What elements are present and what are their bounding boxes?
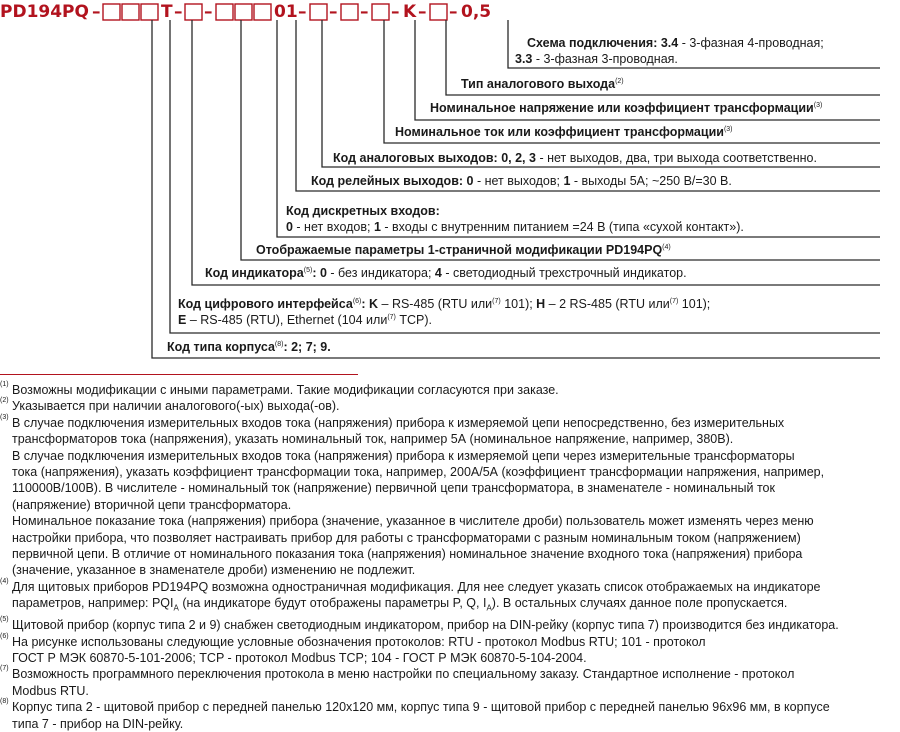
code-slot-interface [122, 4, 139, 20]
legend-case [167, 340, 331, 354]
legend-relay-0: 0 [463, 174, 474, 188]
legend-analog-type [461, 77, 624, 91]
code-slot-indicator [141, 4, 158, 20]
legend-analog-type-title: Тип аналогового выхода [461, 77, 616, 91]
code-dash: – [92, 2, 101, 22]
legend-params-title: Отображаемые параметры 1-страничной модификации PD194PQ [256, 243, 663, 257]
legend-relay-1-text: - выходы 5А; ~250 В/=30 В. [570, 174, 732, 188]
code-prefix: PD194PQ [0, 2, 89, 22]
legend-nom-voltage [430, 101, 822, 115]
legend-nom-current-ref: (3) [723, 125, 733, 133]
legend-scheme-33-val: 3.3 [515, 52, 533, 66]
footnote-3-mark: (3) [0, 413, 9, 421]
legend-iface-title: Код цифрового интерфейса [178, 297, 353, 311]
order-code [0, 2, 491, 22]
legend-params [256, 243, 671, 257]
footnote-7-line: Modbus RTU. [12, 683, 89, 698]
footnote-2-text: Указывается при наличии аналогового(-ых) выхода(-ов). [12, 399, 340, 414]
footnote-7 [0, 666, 896, 699]
code-dash: – [418, 2, 427, 22]
code-t: T [161, 2, 173, 22]
footnote-4-mark: (4) [0, 577, 9, 585]
legend-params-ref: (4) [662, 243, 671, 251]
legend-discrete-title [286, 204, 440, 218]
legend-iface-h-text: – 2 RS-485 (RTU или [545, 297, 670, 311]
footnote-3-line: 110000В/100В). В числителе - номинальный ток (напряжение) первичной цепи трансформатора, в знаменателе - номинальный ток [12, 481, 775, 496]
footnote-4 [0, 579, 896, 617]
footnote-6-mark: (6) [0, 632, 9, 640]
footnote-3-line: первичной цепи. В отличие от номинального показания тока (напряжения) номинальное значение входного тока (напряжения) прибора [12, 547, 803, 562]
footnote-3-line: Номинальное показание тока (напряжения) прибора (значение, указанное в числителе дроби) пользователь может изменять через меню [12, 514, 814, 529]
footnote-4-line: Для щитовых приборов PD194PQ возможна одностраничная модификация. Для нее следует указать список отображаемых на индикаторе [12, 579, 821, 594]
legend-iface-e: E [178, 313, 187, 327]
legend-discrete-0: 0 [286, 220, 293, 234]
footnote-4-line [12, 595, 896, 617]
footnote-4-sub: A [486, 603, 492, 613]
legend-analog-code [333, 151, 817, 165]
code-dash: – [204, 2, 213, 22]
legend-indicator-title: Код индикатора [205, 266, 304, 280]
code-dash: – [391, 2, 400, 22]
footnote-2-mark: (2) [0, 397, 9, 405]
legend-nom-voltage-title: Номинальное напряжение или коэффициент трансформации [430, 101, 814, 115]
legend-iface-k-text: – RS-485 (RTU или [378, 297, 493, 311]
legend-case-title: Код типа корпуса [167, 340, 275, 354]
legend-scheme-33-text: - 3-фазная 3-проводная. [532, 52, 678, 66]
footnote-3-line: В случае подключения измерительных входов тока (напряжения) прибора к измеряемой цепи непосредственно, без измерительных [12, 415, 785, 430]
legend-indicator-0: 0 [316, 266, 327, 280]
legend-relay [311, 174, 732, 188]
code-end: 0,5 [461, 2, 492, 22]
code-slot-case [103, 4, 120, 20]
footnote-6-line: На рисунке использованы следующие условные обозначения протоколов: RTU - протокол Modbus RTU; 101 - протокол [12, 634, 706, 649]
code-01: 01 [274, 2, 298, 22]
footnote-3-line: трансформаторов тока (напряжения), указать номинальный ток, например 5А (номинальное напряжение, например, 380В). [12, 432, 734, 447]
footnote-8-mark: (8) [0, 698, 9, 706]
code-slot-scheme [430, 4, 447, 20]
legend-iface-k-ref: (7) [492, 297, 501, 305]
code-k: K [403, 2, 417, 22]
footnote-4-part: (на индикаторе будут отображены параметры P, Q, I [178, 596, 487, 611]
legend-nom-current [395, 125, 733, 139]
code-slot-nom-voltage [341, 4, 358, 20]
legend-analog-code-text: - нет выходов, два, три выхода соответственно. [535, 151, 817, 165]
footnotes [0, 382, 896, 732]
footnote-6 [0, 634, 896, 667]
footnote-7-mark: (7) [0, 665, 9, 673]
legend-interface [178, 297, 710, 311]
footnote-8-line: типа 7 - прибор на DIN-рейку. [12, 716, 184, 731]
footnote-3 [0, 415, 896, 579]
footnote-1-mark: (1) [0, 381, 9, 388]
legend-scheme-34-text: - 3-фазная 4-проводная; [678, 36, 824, 50]
legend-iface-e-text: – RS-485 (RTU), Ethernet (104 или [186, 313, 388, 327]
legend-scheme-34-val: 3.4 [660, 36, 679, 50]
legend-discrete-1: 1 [373, 220, 381, 234]
footnote-4-part: ). В остальных случаях данное поле пропускается. [491, 596, 788, 611]
footnote-5 [0, 617, 896, 633]
legend-indicator-ref: (5) [303, 266, 313, 274]
footnote-3-line: В случае подключения измерительных входов тока (напряжения) прибора к измеряемой цепи через измерительные трансформаторы [12, 448, 795, 463]
footnote-3-line: тока (напряжения), указать коэффициент трансформации тока, например, 200А/5А (коэффициент трансформации напряжения, например, [12, 465, 825, 480]
footnote-4-sub: A [173, 603, 179, 613]
legend-indicator-4-text: - светодиодный трехстрочный индикатор. [441, 266, 687, 280]
legend-interface-e [178, 313, 432, 327]
legend-iface-ref: (6) [352, 297, 362, 305]
legend-indicator-4: 4 [434, 266, 442, 280]
legend-indicator-0-text: - без индикатора; [326, 266, 435, 280]
code-slot-params [185, 4, 202, 20]
code-dash: – [360, 2, 369, 22]
legend-analog-code-title: Код аналоговых выходов: [333, 151, 498, 165]
legend-nom-voltage-ref: (3) [813, 101, 823, 109]
legend-relay-0-text: - нет выходов; [473, 174, 564, 188]
footnote-1 [0, 382, 896, 398]
code-slot-analog-type [372, 4, 389, 20]
legend-relay-1: 1 [563, 174, 571, 188]
footnote-3-line: (значение, указанное в знаменателе дроби) изменению не подлежит. [12, 563, 416, 578]
legend-discrete-0-text: - нет входов; [292, 220, 374, 234]
legend-scheme-title: Схема подключения: [527, 36, 658, 50]
footnote-5-mark: (5) [0, 616, 9, 624]
footnote-8 [0, 699, 896, 732]
legend-indicator-colon: : [312, 266, 317, 280]
legend-relay-title: Код релейных выходов: [311, 174, 464, 188]
code-slot-nom-current [310, 4, 327, 20]
footnotes-separator [0, 374, 358, 375]
legend-discrete [286, 220, 744, 234]
code-slot-discrete [216, 4, 233, 20]
code-dash: – [329, 2, 338, 22]
footnote-3-line: (напряжение) вторичной цепи трансформатора. [12, 497, 292, 512]
code-dash: – [298, 2, 307, 22]
footnote-1-text: Возможны модификации с иными параметрами. Такие модификации согласуются при заказе. [12, 383, 559, 397]
legend-nom-current-title: Номинальное ток или коэффициент трансформации [395, 125, 724, 139]
legend-case-ref: (8) [274, 340, 284, 348]
code-dash: – [174, 2, 183, 22]
legend-iface-h: H [536, 297, 546, 311]
legend-iface-e-ref: (7) [387, 313, 396, 321]
legend-discrete-1-text: - входы с внутренним питанием =24 В (типа «сухой контакт»). [380, 220, 744, 234]
legend-iface-k-tail: 101); [500, 297, 537, 311]
code-slot-analog [254, 4, 271, 20]
footnote-3-line: настройки прибора, что позволяет настраивать прибор для работы с трансформаторами с разным номинальным током (напряжением) [12, 530, 801, 545]
legend-analog-type-ref: (2) [615, 77, 624, 85]
legend-iface-colon: : [361, 297, 366, 311]
footnote-6-line: ГОСТ Р МЭК 60870-5-101-2006; TCP - протокол Modbus TCP; 104 - ГОСТ Р МЭК 60870-5-104-2004. [12, 651, 587, 665]
code-slot-relay [235, 4, 252, 20]
legend-indicator [205, 266, 687, 280]
footnote-5-text: Щитовой прибор (корпус типа 2 и 9) снабжен светодиодным индикатором, прибор на DIN-рейку (корпус типа 7) производится без индикатора. [12, 618, 839, 633]
legend-scheme [527, 36, 824, 50]
code-dash: – [449, 2, 458, 22]
footnote-4-part: параметров, например: PQI [12, 596, 174, 611]
legend-iface-k: K [365, 297, 379, 311]
footnote-8-line: Корпус типа 2 - щитовой прибор с передней панелью 120х120 мм, корпус типа 9 - щитовой прибор с передней панелью 96х96 мм, в корпусе [12, 700, 830, 715]
legend-case-vals: : 2; 7; 9. [283, 340, 331, 354]
legend-iface-h-ref: (7) [669, 297, 679, 305]
legend-analog-code-vals: 0, 2, 3 [497, 151, 536, 165]
footnote-7-line: Возможность программного переключения протокола в меню настройки по специальному заказу. Стандартное исполнение - протокол [12, 667, 795, 682]
legend-iface-e-tail: TCP). [395, 313, 432, 327]
legend-discrete-title-text: Код дискретных входов: [286, 204, 440, 218]
legend-scheme-33 [515, 52, 678, 66]
legend-iface-h-tail: 101); [678, 297, 711, 311]
footnote-2 [0, 398, 896, 414]
